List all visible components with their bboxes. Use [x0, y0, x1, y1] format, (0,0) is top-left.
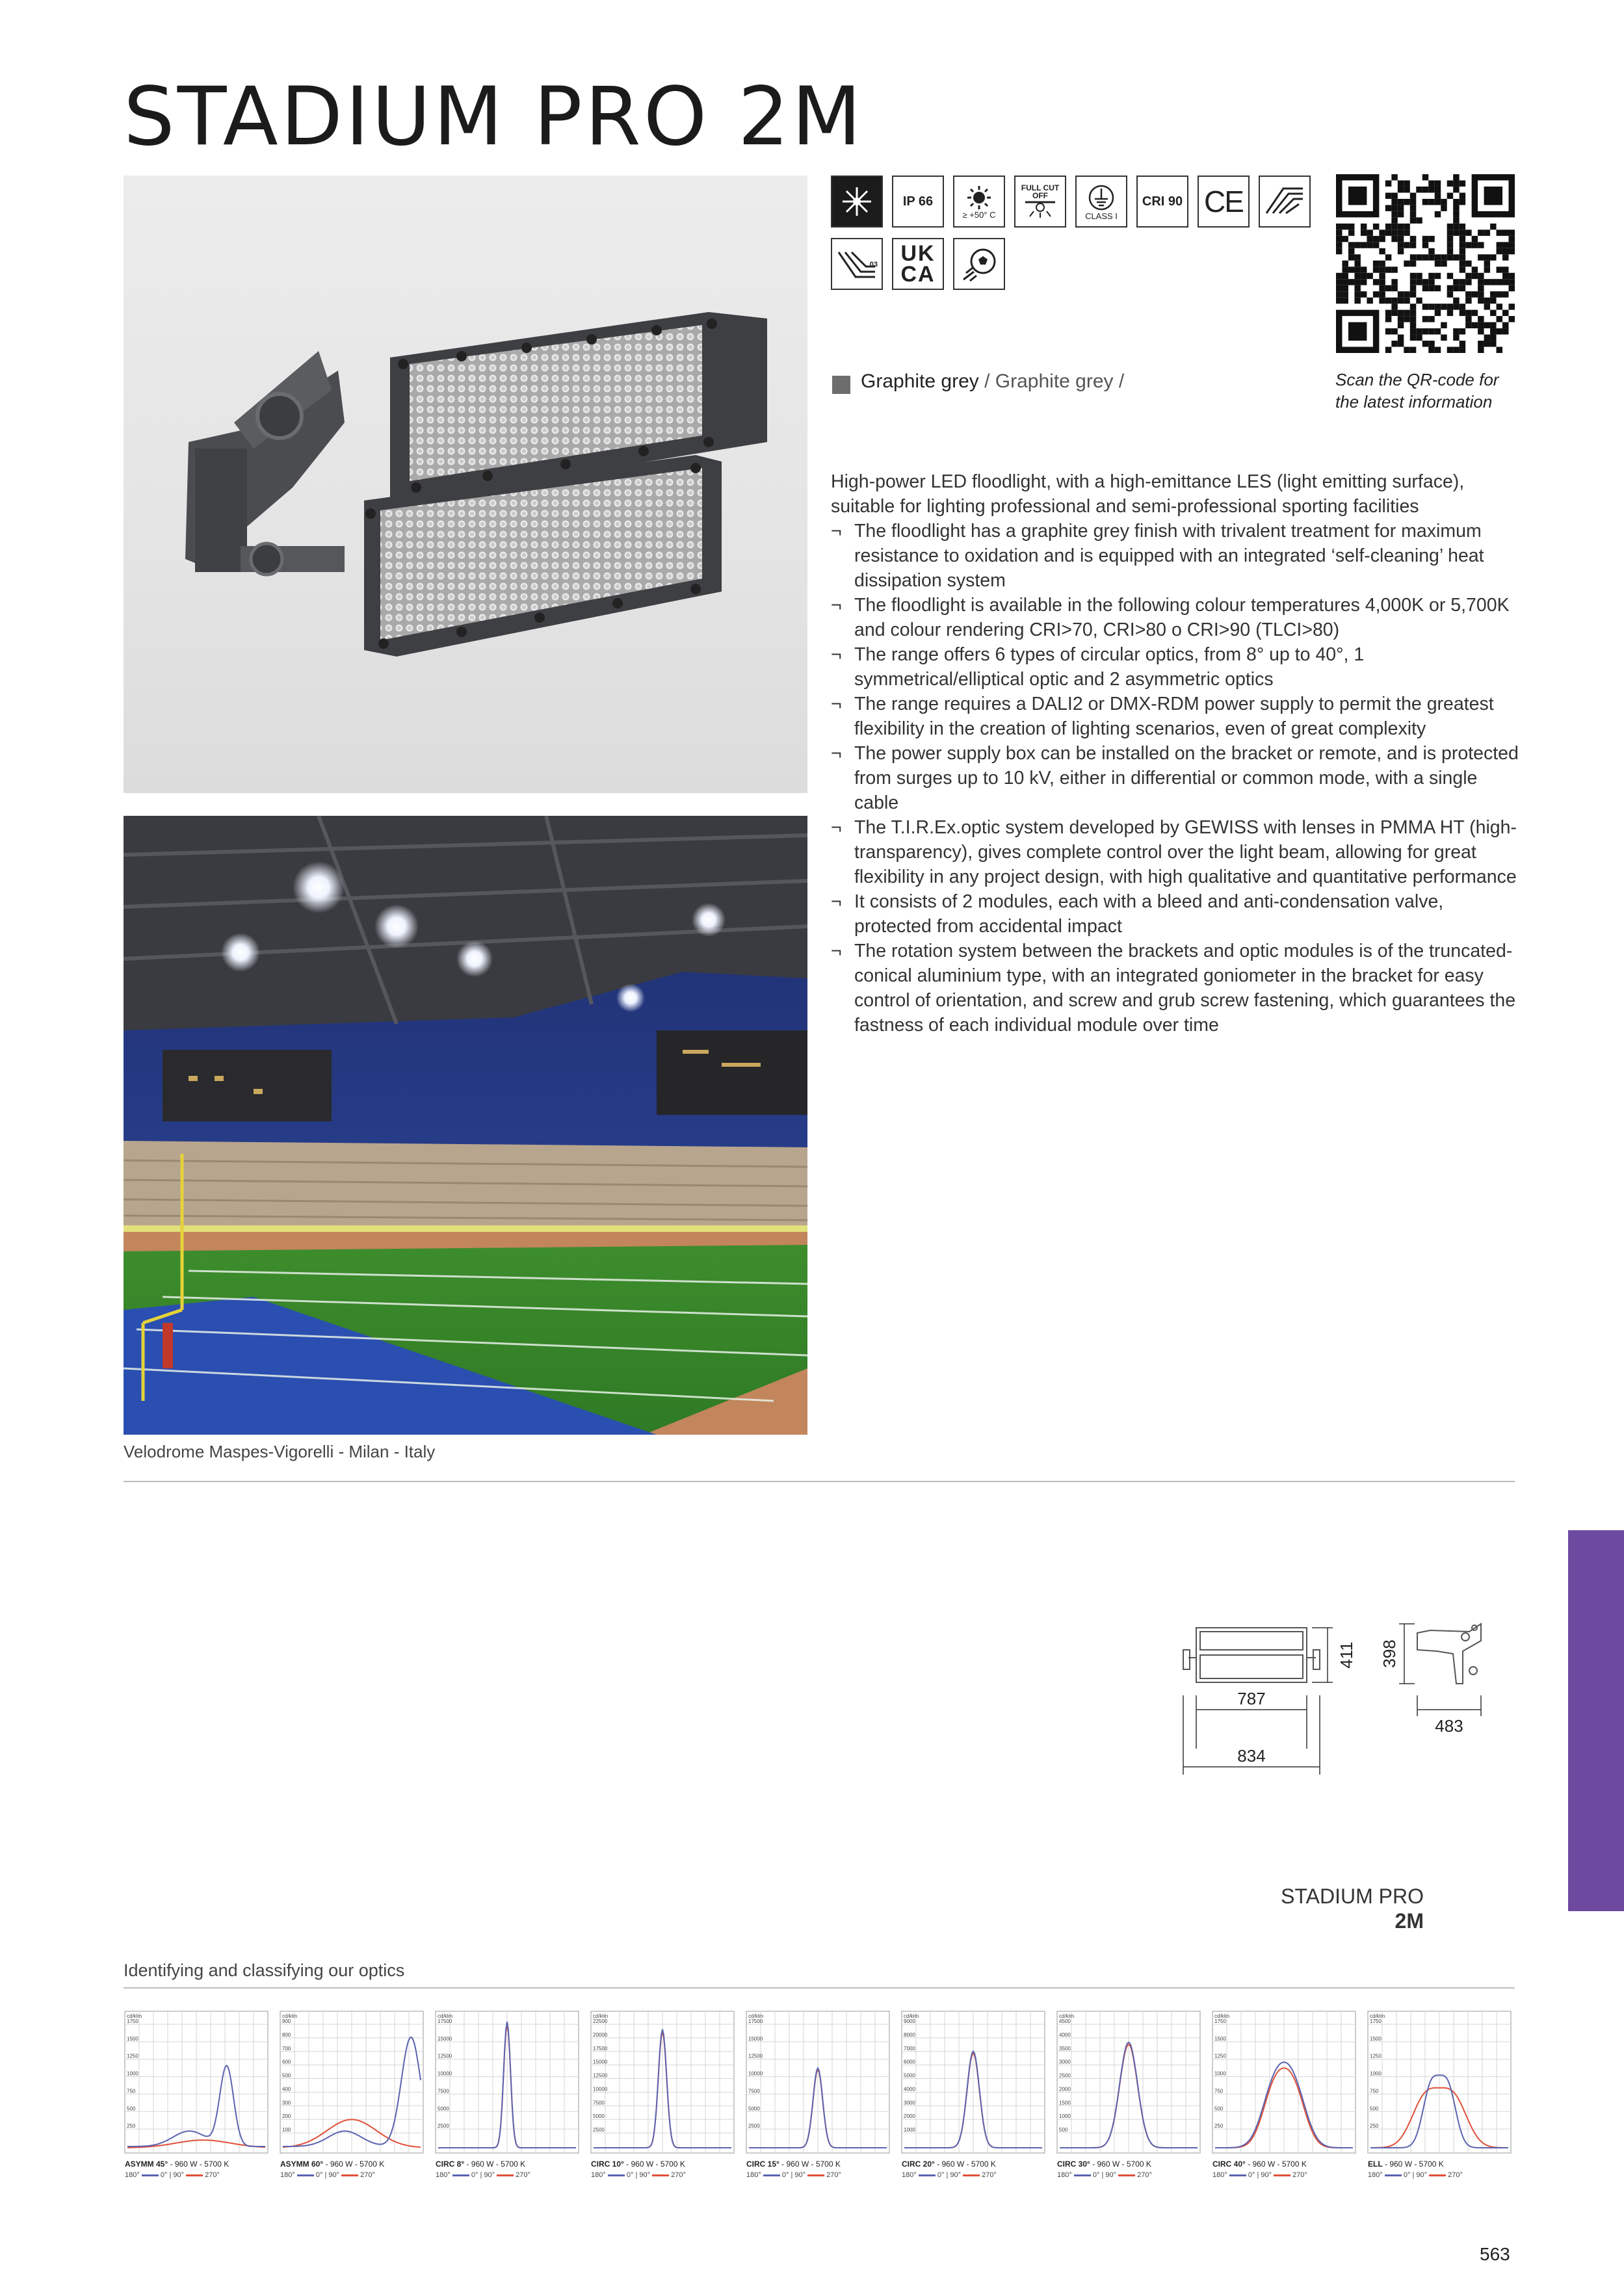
legend-blue-line: [1385, 2174, 1402, 2176]
y-tick-label: 7500: [593, 2100, 605, 2106]
y-tick-label: 1750: [127, 2018, 138, 2024]
optic-spec: - 960 W - 5700 K: [623, 2159, 685, 2169]
y-tick-label: 1500: [127, 2035, 138, 2042]
y-tick-label: 3000: [904, 2100, 915, 2106]
y-tick-label: 1500: [1214, 2035, 1226, 2042]
legend-180: 180°: [280, 2171, 295, 2179]
dimension-drawing: [1157, 1612, 1547, 1794]
optic-name-bold: CIRC 40°: [1212, 2159, 1246, 2169]
legend-180: 180°: [746, 2171, 761, 2179]
y-tick-label: 12500: [593, 2072, 608, 2079]
optic-chart: [1367, 2009, 1512, 2184]
class-i-label: CLASS I: [1085, 211, 1118, 221]
unit-label: cd/klm: [438, 2013, 453, 2019]
unit-label: cd/klm: [748, 2013, 764, 2019]
color-secondary: / Graphite grey /: [978, 371, 1125, 392]
optic-name: [125, 2159, 229, 2169]
dim-height-front: 411: [1337, 1641, 1356, 1669]
y-tick-label: 1500: [1370, 2035, 1382, 2042]
legend-270: 270°: [982, 2171, 997, 2179]
y-tick-label: 250: [1370, 2123, 1379, 2130]
optic-spec: - 960 W - 5700 K: [168, 2159, 229, 2169]
y-tick-label: 100: [282, 2127, 291, 2133]
dim-width-outer: 834: [1237, 1746, 1266, 1766]
legend-blue-line: [452, 2174, 469, 2176]
optic-chart: [1211, 2009, 1357, 2184]
y-tick-label: 12500: [438, 2053, 452, 2059]
legend-0: 0°: [471, 2171, 478, 2179]
optic-name: [591, 2159, 685, 2169]
y-tick-label: 15000: [748, 2035, 763, 2042]
y-tick-label: 2500: [1059, 2072, 1071, 2079]
y-tick-label: 1000: [1059, 2113, 1071, 2120]
optic-chart-plot: [124, 2009, 269, 2156]
optic-name-bold: ASYMM 60°: [280, 2159, 324, 2169]
feature-list: [831, 519, 1520, 1037]
description-intro: High-power LED floodlight, with a high-emittance LES (light emitting surface), suitable for lighting professional and semi-professional sporting facilities: [831, 471, 1465, 517]
cri-icon: [1136, 176, 1188, 228]
unit-label: cd/klm: [282, 2013, 298, 2019]
temperature-icon: [953, 176, 1005, 228]
y-tick-label: 750: [127, 2088, 136, 2094]
y-tick-label: 2500: [593, 2127, 605, 2133]
feature-item: ¬ The range requires a DALI2 or DMX-RDM power supply to permit the greatest flexibility in the creation of lighting scenarios, even of great complexity: [831, 692, 1520, 741]
legend-270: 270°: [826, 2171, 841, 2179]
legend-0: 0°: [315, 2171, 323, 2179]
y-tick-label: 500: [1214, 2106, 1224, 2112]
y-tick-label: 1000: [127, 2070, 138, 2077]
sports-ball-icon: [953, 238, 1005, 290]
dim-width-inner: 787: [1237, 1689, 1266, 1708]
legend-90: 90°: [1416, 2171, 1428, 2179]
divider: [124, 1987, 1515, 1989]
feature-item: ¬ The range offers 6 types of circular optics, from 8° up to 40°, 1 symmetrical/elliptical optic and 2 asymmetric optics: [831, 642, 1520, 692]
legend-red-line: [1274, 2174, 1290, 2176]
optic-name-bold: CIRC 20°: [902, 2159, 935, 2169]
legend-blue-line: [919, 2174, 936, 2176]
y-tick-label: 5000: [438, 2106, 449, 2112]
y-tick-label: 4000: [1059, 2031, 1071, 2038]
page-number: 563: [1480, 2244, 1510, 2264]
chart-legend: 180° 0° | 90° 270°: [902, 2171, 997, 2179]
chart-legend: 180° 0° | 90° 270°: [280, 2171, 375, 2179]
y-tick-label: 2500: [748, 2123, 760, 2130]
y-tick-label: 5000: [748, 2106, 760, 2112]
legend-0: 0°: [937, 2171, 945, 2179]
y-tick-label: 5000: [904, 2072, 915, 2079]
y-tick-label: 17500: [593, 2045, 608, 2052]
chart-legend: 180° 0° | 90° 270°: [1212, 2171, 1307, 2179]
optic-chart-plot: [279, 2009, 425, 2156]
full-cut-off-icon: [1014, 176, 1066, 228]
legend-0: 0°: [160, 2171, 168, 2179]
y-tick-label: 500: [1059, 2127, 1068, 2133]
legend-270: 270°: [360, 2171, 375, 2179]
y-tick-label: 10000: [748, 2070, 763, 2077]
feature-item: ¬ The floodlight is available in the following colour temperatures 4,000K or 5,700K and colour rendering CRI>70, CRI>80 o CRI>90 (TLCI>80): [831, 593, 1520, 642]
y-tick-label: 3500: [1059, 2045, 1071, 2052]
chart-legend: 180° 0° | 90° 270°: [436, 2171, 530, 2179]
optic-spec: - 960 W - 5700 K: [1245, 2159, 1307, 2169]
optics-section-title: Identifying and classifying our optics: [124, 1961, 405, 1980]
legend-270: 270°: [1137, 2171, 1152, 2179]
y-tick-label: 300: [282, 2100, 291, 2106]
optic-name: [902, 2159, 996, 2169]
y-tick-label: 200: [282, 2113, 291, 2120]
feature-item: ¬ The T.I.R.Ex.optic system developed by GEWISS with lenses in PMMA HT (high-transparency), gives complete control over the light beam, allowing for great flexibility in any project design, with high qualitative and quantitative performance: [831, 815, 1520, 889]
y-tick-label: 4000: [904, 2086, 915, 2093]
qr-note-line2: the latest information: [1335, 391, 1493, 411]
ip-rating-label: IP 66: [902, 194, 934, 209]
optic-chart-plot: [1056, 2009, 1201, 2156]
optic-name-bold: CIRC 8°: [436, 2159, 465, 2169]
cri-label: CRI 90: [1142, 194, 1183, 209]
optic-name-bold: ELL: [1368, 2159, 1383, 2169]
y-tick-label: 6000: [904, 2059, 915, 2065]
y-tick-label: 1750: [1370, 2018, 1382, 2024]
optic-name: [1212, 2159, 1307, 2169]
legend-90: 90°: [1105, 2171, 1117, 2179]
optic-chart: [434, 2009, 580, 2184]
y-tick-label: 1500: [1059, 2100, 1071, 2106]
product-description: [831, 469, 1520, 1037]
y-tick-label: 8000: [904, 2031, 915, 2038]
y-tick-label: 5000: [593, 2113, 605, 2120]
y-tick-label: 800: [282, 2031, 291, 2038]
y-tick-label: 700: [282, 2045, 291, 2052]
y-tick-label: 1250: [1370, 2053, 1382, 2059]
y-tick-label: 20000: [593, 2031, 608, 2038]
y-tick-label: 250: [1214, 2123, 1224, 2130]
energy-class-icon: [1259, 176, 1311, 228]
y-tick-label: 2500: [438, 2123, 449, 2130]
y-tick-label: 17500: [438, 2018, 452, 2024]
chart-legend: 180° 0° | 90° 270°: [1057, 2171, 1152, 2179]
y-tick-label: 750: [1214, 2088, 1224, 2094]
optic-spec: - 960 W - 5700 K: [1090, 2159, 1151, 2169]
legend-180: 180°: [1057, 2171, 1072, 2179]
optic-name: [436, 2159, 525, 2169]
legend-270: 270°: [516, 2171, 530, 2179]
legend-blue-line: [608, 2174, 625, 2176]
legend-blue-line: [142, 2174, 159, 2176]
legend-0: 0°: [1403, 2171, 1411, 2179]
y-tick-label: 1250: [127, 2053, 138, 2059]
legend-270: 270°: [671, 2171, 686, 2179]
y-tick-label: 3000: [1059, 2059, 1071, 2065]
feature-item: ¬ The floodlight has a graphite grey finish with trivalent treatment for maximum resistance to oxidation and is equipped with an integrated ‘self-cleaning’ heat dissipation system: [831, 519, 1520, 593]
legend-red-line: [1118, 2174, 1135, 2176]
y-tick-label: 15000: [438, 2035, 452, 2042]
feature-item: ¬ It consists of 2 modules, each with a bleed and anti-condensation valve, protected from accidental impact: [831, 889, 1520, 939]
qr-code[interactable]: [1336, 174, 1515, 353]
ip-rating-icon: [892, 176, 944, 228]
legend-0: 0°: [1248, 2171, 1255, 2179]
optic-name: [1057, 2159, 1151, 2169]
legend-180: 180°: [591, 2171, 606, 2179]
optic-chart: [590, 2009, 735, 2184]
optic-spec: - 960 W - 5700 K: [934, 2159, 996, 2169]
color-finish: [861, 371, 1124, 393]
legend-blue-line: [297, 2174, 314, 2176]
y-tick-label: 1250: [1214, 2053, 1226, 2059]
legend-270: 270°: [1448, 2171, 1463, 2179]
led-star-icon: [831, 176, 883, 228]
legend-90: 90°: [794, 2171, 806, 2179]
legend-blue-line: [763, 2174, 780, 2176]
legend-red-line: [186, 2174, 203, 2176]
legend-blue-line: [1074, 2174, 1091, 2176]
optic-chart: [900, 2009, 1046, 2184]
legend-90: 90°: [1261, 2171, 1272, 2179]
unit-label: cd/klm: [1370, 2013, 1385, 2019]
full-cut-off-label: FULL CUT OFF: [1021, 183, 1060, 200]
temperature-label: ≥ +50° C: [962, 209, 996, 220]
optic-name: [1368, 2159, 1444, 2169]
y-tick-label: 250: [127, 2123, 136, 2130]
legend-red-line: [1429, 2174, 1446, 2176]
y-tick-label: 400: [282, 2086, 291, 2093]
optic-chart: [1056, 2009, 1201, 2184]
y-tick-label: 1750: [1214, 2018, 1226, 2024]
optic-name-bold: ASYMM 45°: [125, 2159, 168, 2169]
stadium-photo: [124, 816, 807, 1435]
energy-class-03-label: 03: [869, 261, 878, 268]
unit-label: cd/klm: [127, 2013, 142, 2019]
ce-mark-icon: [1198, 176, 1250, 228]
y-tick-label: 1000: [904, 2127, 915, 2133]
y-tick-label: 10000: [593, 2086, 608, 2093]
y-tick-label: 9000: [904, 2018, 915, 2024]
y-tick-label: 2000: [1059, 2086, 1071, 2093]
legend-90: 90°: [484, 2171, 495, 2179]
legend-90: 90°: [328, 2171, 340, 2179]
optic-name-bold: CIRC 30°: [1057, 2159, 1090, 2169]
optic-chart-plot: [745, 2009, 891, 2156]
y-tick-label: 1000: [1370, 2070, 1382, 2077]
page-title: STADIUM PRO 2M: [124, 70, 864, 164]
legend-180: 180°: [436, 2171, 451, 2179]
legend-270: 270°: [205, 2171, 220, 2179]
y-tick-label: 12500: [748, 2053, 763, 2059]
class-i-icon: [1075, 176, 1127, 228]
y-tick-label: 900: [282, 2018, 291, 2024]
y-tick-label: 7500: [438, 2088, 449, 2094]
qr-note-line1: Scan the QR-code for: [1335, 370, 1499, 389]
optic-spec: - 960 W - 5700 K: [323, 2159, 385, 2169]
chart-legend: 180° 0° | 90° 270°: [1368, 2171, 1463, 2179]
photo-caption: Velodrome Maspes-Vigorelli - Milan - Italy: [124, 1442, 436, 1461]
optic-spec: - 960 W - 5700 K: [464, 2159, 526, 2169]
qr-note: [1335, 369, 1499, 413]
y-tick-label: 500: [1370, 2106, 1379, 2112]
unit-label: cd/klm: [593, 2013, 609, 2019]
feature-item: ¬ The rotation system between the brackets and optic modules is of the truncated-conical aluminium type, with an integrated goniometer in the bracket for easy control of orientation, and screw and grub screw fastening, which guarantees the fastness of each individual module over time: [831, 939, 1520, 1037]
unit-label: cd/klm: [904, 2013, 919, 2019]
optic-spec: - 960 W - 5700 K: [779, 2159, 841, 2169]
product-label: [1209, 1884, 1424, 1934]
color-swatch: [832, 376, 850, 394]
y-tick-label: 17500: [748, 2018, 763, 2024]
legend-0: 0°: [626, 2171, 634, 2179]
color-primary: Graphite grey: [861, 371, 979, 392]
y-tick-label: 4500: [1059, 2018, 1071, 2024]
legend-180: 180°: [902, 2171, 917, 2179]
legend-red-line: [963, 2174, 980, 2176]
y-tick-label: 7500: [748, 2088, 760, 2094]
y-tick-label: 2000: [904, 2113, 915, 2120]
optic-name: [280, 2159, 384, 2169]
unit-label: cd/klm: [1059, 2013, 1075, 2019]
legend-90: 90°: [950, 2171, 962, 2179]
y-tick-label: 500: [127, 2106, 136, 2112]
y-tick-label: 600: [282, 2059, 291, 2065]
legend-180: 180°: [1212, 2171, 1227, 2179]
y-tick-label: 750: [1370, 2088, 1379, 2094]
divider: [124, 1481, 1515, 1482]
legend-90: 90°: [639, 2171, 651, 2179]
optic-chart-plot: [434, 2009, 580, 2156]
ce-mark-label: CE: [1204, 185, 1243, 218]
optic-name: [746, 2159, 841, 2169]
legend-180: 180°: [125, 2171, 140, 2179]
y-tick-label: 22500: [593, 2018, 608, 2024]
chart-legend: 180° 0° | 90° 270°: [591, 2171, 686, 2179]
optic-chart-plot: [1367, 2009, 1512, 2156]
y-tick-label: 7000: [904, 2045, 915, 2052]
energy-class-03-icon: [831, 238, 883, 290]
feature-item: ¬ The power supply box can be installed on the bracket or remote, and is protected from surges up to 10 kV, either in differential or common mode, with a single cable: [831, 741, 1520, 815]
product-label-line2: 2M: [1395, 1909, 1424, 1933]
chart-legend: 180° 0° | 90° 270°: [746, 2171, 841, 2179]
legend-90: 90°: [173, 2171, 185, 2179]
photometric-charts: [124, 2009, 1515, 2184]
dim-depth: 483: [1435, 1716, 1463, 1736]
y-tick-label: 500: [282, 2072, 291, 2079]
legend-0: 0°: [1092, 2171, 1100, 2179]
optic-name-bold: CIRC 10°: [591, 2159, 624, 2169]
legend-0: 0°: [781, 2171, 789, 2179]
optic-chart: [279, 2009, 425, 2184]
legend-red-line: [341, 2174, 358, 2176]
legend-red-line: [497, 2174, 514, 2176]
optic-chart: [124, 2009, 269, 2184]
legend-red-line: [652, 2174, 669, 2176]
product-photo: [124, 176, 807, 793]
optic-chart-plot: [900, 2009, 1046, 2156]
optic-name-bold: CIRC 15°: [746, 2159, 779, 2169]
legend-270: 270°: [1292, 2171, 1307, 2179]
dim-height-side: 398: [1380, 1639, 1399, 1668]
legend-red-line: [807, 2174, 824, 2176]
optic-spec: - 960 W - 5700 K: [1382, 2159, 1444, 2169]
ukca-mark-icon: [892, 238, 944, 290]
optic-chart-plot: [590, 2009, 735, 2156]
y-tick-label: 10000: [438, 2070, 452, 2077]
y-tick-label: 15000: [593, 2059, 608, 2065]
optic-chart: [745, 2009, 891, 2184]
y-tick-label: 1000: [1214, 2070, 1226, 2077]
unit-label: cd/klm: [1214, 2013, 1230, 2019]
legend-180: 180°: [1368, 2171, 1383, 2179]
ukca-mark-label: UK CA: [900, 241, 936, 287]
section-tab: [1568, 1530, 1624, 1911]
product-label-line1: STADIUM PRO: [1281, 1885, 1424, 1908]
chart-legend: 180° 0° | 90° 270°: [125, 2171, 220, 2179]
legend-blue-line: [1229, 2174, 1246, 2176]
optic-chart-plot: [1211, 2009, 1357, 2156]
